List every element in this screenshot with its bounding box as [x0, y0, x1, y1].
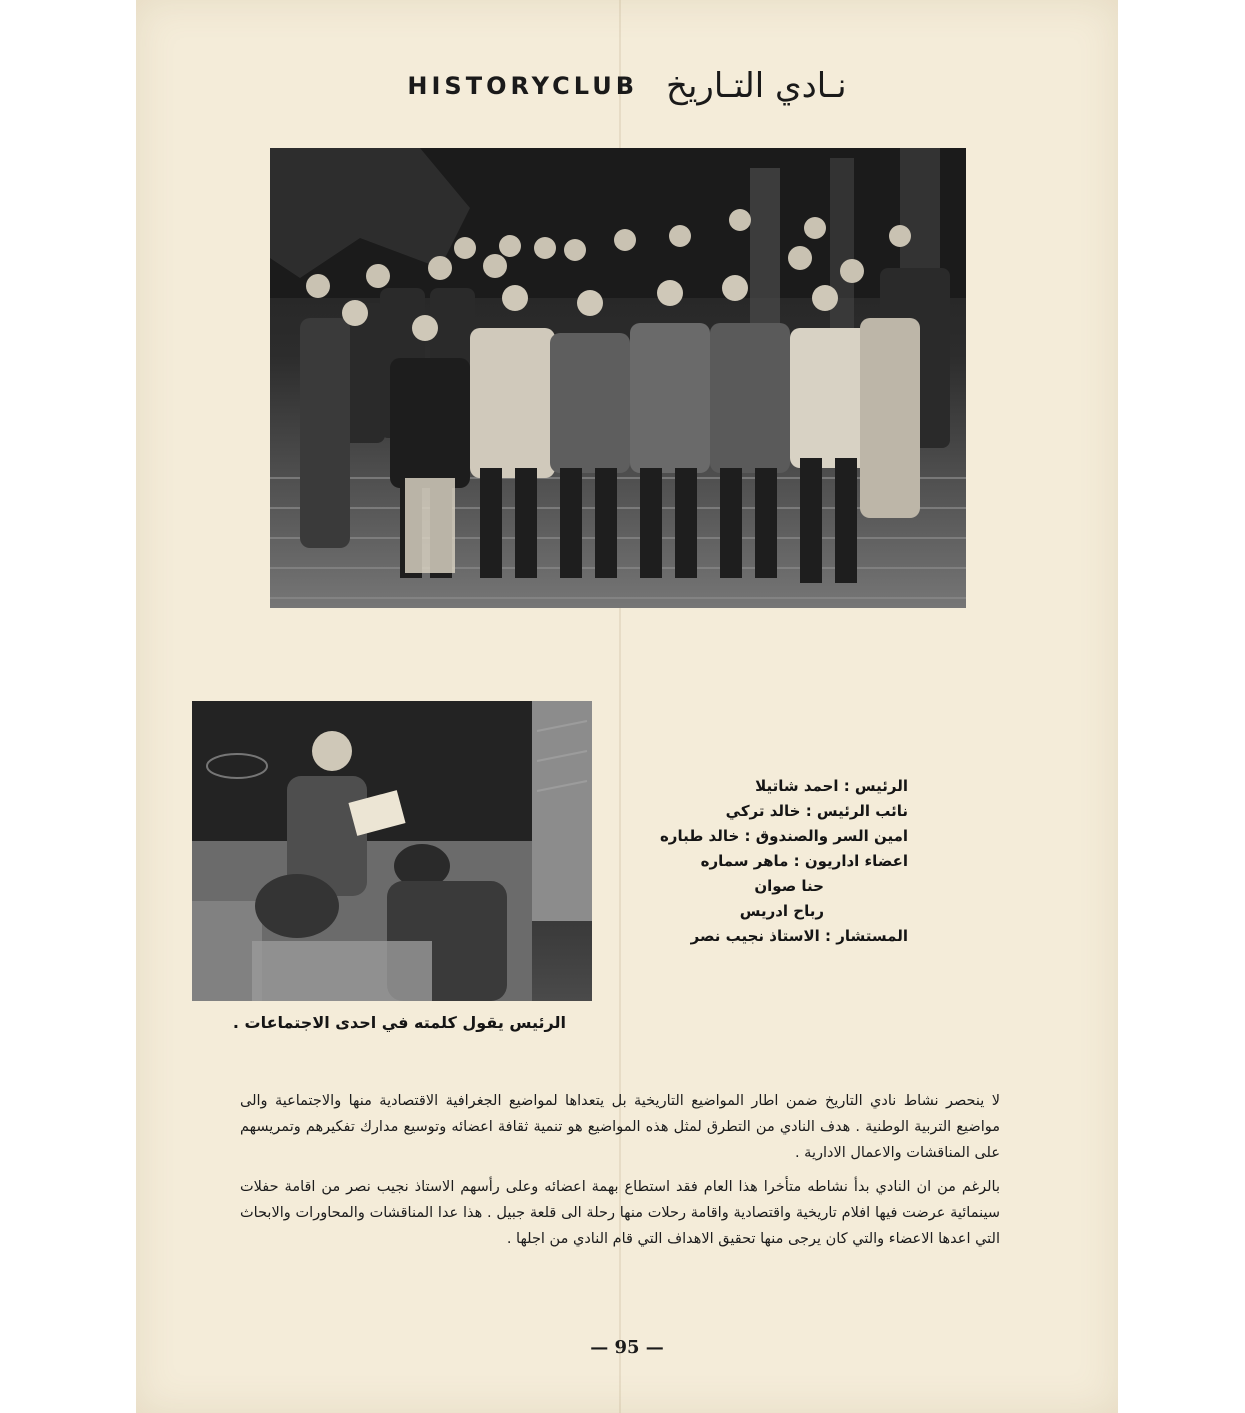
officer-administrative-members: اعضاء اداريون : ماهر سماره	[700, 852, 908, 870]
group-photo-image	[270, 148, 966, 608]
yearbook-page	[136, 0, 1118, 1413]
officers-list	[636, 774, 908, 949]
article-paragraph: لا ينحصر نشاط نادي التاريخ ضمن اطار المواضيع التاريخية بل يتعداها لمواضيع الجغرافية الاقتصادية منها والاجتماعية والى مواضيع التربية الوطنية . هدف النادي من التطرق لمثل هذه المواضيع هو تنمية ثقافة اعضائه وتوسيع مدارك تفكيرهم وتمريسهم على المناقشات والاعمال الادارية .	[240, 1093, 1000, 1161]
officer-advisor: المستشار : الاستاذ نجيب نصر	[690, 927, 908, 945]
meeting-photo-caption: الرئيس يقول كلمته في احدى الاجتماعات .	[232, 1013, 566, 1032]
meeting-photo-image	[192, 701, 592, 1001]
page-number: — 95 —	[590, 1337, 664, 1358]
heading-arabic: نـادي التـاريخ	[666, 66, 847, 106]
article-paragraph: بالرغم من ان النادي بدأ نشاطه متأخرا هذا العام فقد استطاع بهمة اعضائه وعلى رأسهم الاستاذ نجيب نصر من اقامة حفلات سينمائية عرضت فيها افلام تاريخية واقتصادية واقامة رحلات منها رحلة الى قلعة جبيل . هذا عدا المناقشات والمحاورات والابحاث التي اعدها الاعضاء والتي كان يرجى منها تحقيق الاهداف التي قام النادي من اجلها .	[240, 1179, 1000, 1247]
officer-administrative-member: حنا صوان	[754, 877, 824, 895]
officer-president: الرئيس : احمد شاتيلا	[755, 777, 908, 795]
officer-secretary-treasurer: امين السر والصندوق : خالد طباره	[659, 827, 908, 845]
meeting-photo	[192, 701, 592, 1001]
article-body	[240, 1088, 1000, 1260]
heading-english: HISTORYCLUB	[407, 72, 639, 100]
page-heading	[136, 66, 1118, 106]
group-photo	[270, 148, 966, 608]
officer-vice-president: نائب الرئيس : خالد تركي	[725, 802, 908, 820]
officer-administrative-member: رباح ادريس	[739, 902, 824, 920]
